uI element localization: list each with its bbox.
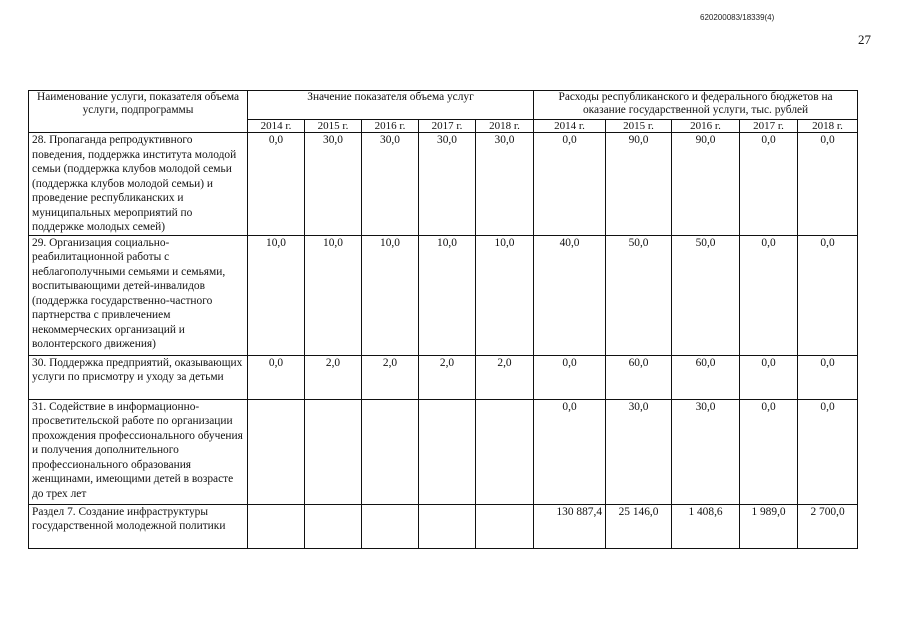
volume-cell [419,399,476,504]
volume-cell [476,399,534,504]
header-volume-year: 2014 г. [248,120,305,133]
budget-cell: 0,0 [740,133,798,236]
budget-cell: 25 146,0 [606,504,672,548]
budget-cell: 60,0 [606,355,672,399]
volume-cell: 30,0 [476,133,534,236]
row-name: Раздел 7. Создание инфраструктуры государственной молодежной политики [29,504,248,548]
budget-cell: 50,0 [606,235,672,355]
table-row [29,504,858,548]
header-volume-year: 2016 г. [362,120,419,133]
table-row [29,133,858,236]
budget-cell: 40,0 [534,235,606,355]
budget-cell: 30,0 [672,399,740,504]
volume-cell: 30,0 [362,133,419,236]
budget-cell: 0,0 [798,235,858,355]
budget-cell: 90,0 [606,133,672,236]
volume-cell: 10,0 [476,235,534,355]
volume-cell [362,504,419,548]
header-service-name: Наименование услуги, показателя объема услуги, подпрограммы [29,91,248,133]
document-id: 620200083/18339(4) [700,13,775,22]
volume-cell: 2,0 [362,355,419,399]
header-budget-year: 2018 г. [798,120,858,133]
volume-cell: 10,0 [419,235,476,355]
table-row [29,399,858,504]
volume-cell [305,399,362,504]
volume-cell [305,504,362,548]
budget-cell: 30,0 [606,399,672,504]
budget-cell: 90,0 [672,133,740,236]
volume-cell: 10,0 [248,235,305,355]
header-budget-year: 2017 г. [740,120,798,133]
row-name: 30. Поддержка предприятий, оказывающих услуги по присмотру и уходу за детьми [29,355,248,399]
budget-cell: 1 408,6 [672,504,740,548]
volume-cell [362,399,419,504]
budget-cell: 0,0 [534,355,606,399]
volume-cell: 10,0 [305,235,362,355]
budget-cell: 130 887,4 [534,504,606,548]
header-volume-year: 2017 г. [419,120,476,133]
budget-cell: 60,0 [672,355,740,399]
header-budget-year: 2016 г. [672,120,740,133]
table-row [29,235,858,355]
volume-cell: 2,0 [305,355,362,399]
volume-cell [248,504,305,548]
row-name: 28. Пропаганда репродуктивного поведения, поддержка института молодой семьи (поддержка клубов молодой семьи (поддержка клубов молодой семьи) и проведение республиканских и муниципальных мероприятий по поддержке молодых семей) [29,133,248,236]
budget-cell: 0,0 [534,399,606,504]
volume-cell: 30,0 [419,133,476,236]
data-table [28,90,858,549]
header-volume-group: Значение показателя объема услуг [248,91,534,120]
volume-cell: 30,0 [305,133,362,236]
budget-cell: 0,0 [798,133,858,236]
row-name: 29. Организация социально-реабилитационной работы с неблагополучными семьями и семьями, воспитывающими детей-инвалидов (поддержка государственно-частного партнерства с привлечением некоммерческих организаций и волонтерского движения) [29,235,248,355]
volume-cell: 2,0 [419,355,476,399]
budget-cell: 2 700,0 [798,504,858,548]
budget-cell: 1 989,0 [740,504,798,548]
budget-cell: 0,0 [798,355,858,399]
budget-cell: 0,0 [740,235,798,355]
volume-cell: 0,0 [248,355,305,399]
header-budget-group: Расходы республиканского и федерального бюджетов на оказание государственной услуги, тыс. рублей [534,91,858,120]
budget-cell: 0,0 [798,399,858,504]
volume-cell [419,504,476,548]
header-volume-year: 2015 г. [305,120,362,133]
header-budget-year: 2014 г. [534,120,606,133]
page-number: 27 [858,32,871,47]
table-row [29,355,858,399]
budget-cell: 0,0 [740,399,798,504]
volume-cell: 0,0 [248,133,305,236]
volume-cell [248,399,305,504]
row-name: 31. Содействие в информационно-просветительской работе по организации прохождения профессионального обучения и получения дополнительного профессионального образования женщинами, имеющими детей в возрасте до трех лет [29,399,248,504]
header-volume-year: 2018 г. [476,120,534,133]
volume-cell [476,504,534,548]
budget-cell: 50,0 [672,235,740,355]
header-budget-year: 2015 г. [606,120,672,133]
budget-cell: 0,0 [534,133,606,236]
budget-cell: 0,0 [740,355,798,399]
volume-cell: 10,0 [362,235,419,355]
volume-cell: 2,0 [476,355,534,399]
